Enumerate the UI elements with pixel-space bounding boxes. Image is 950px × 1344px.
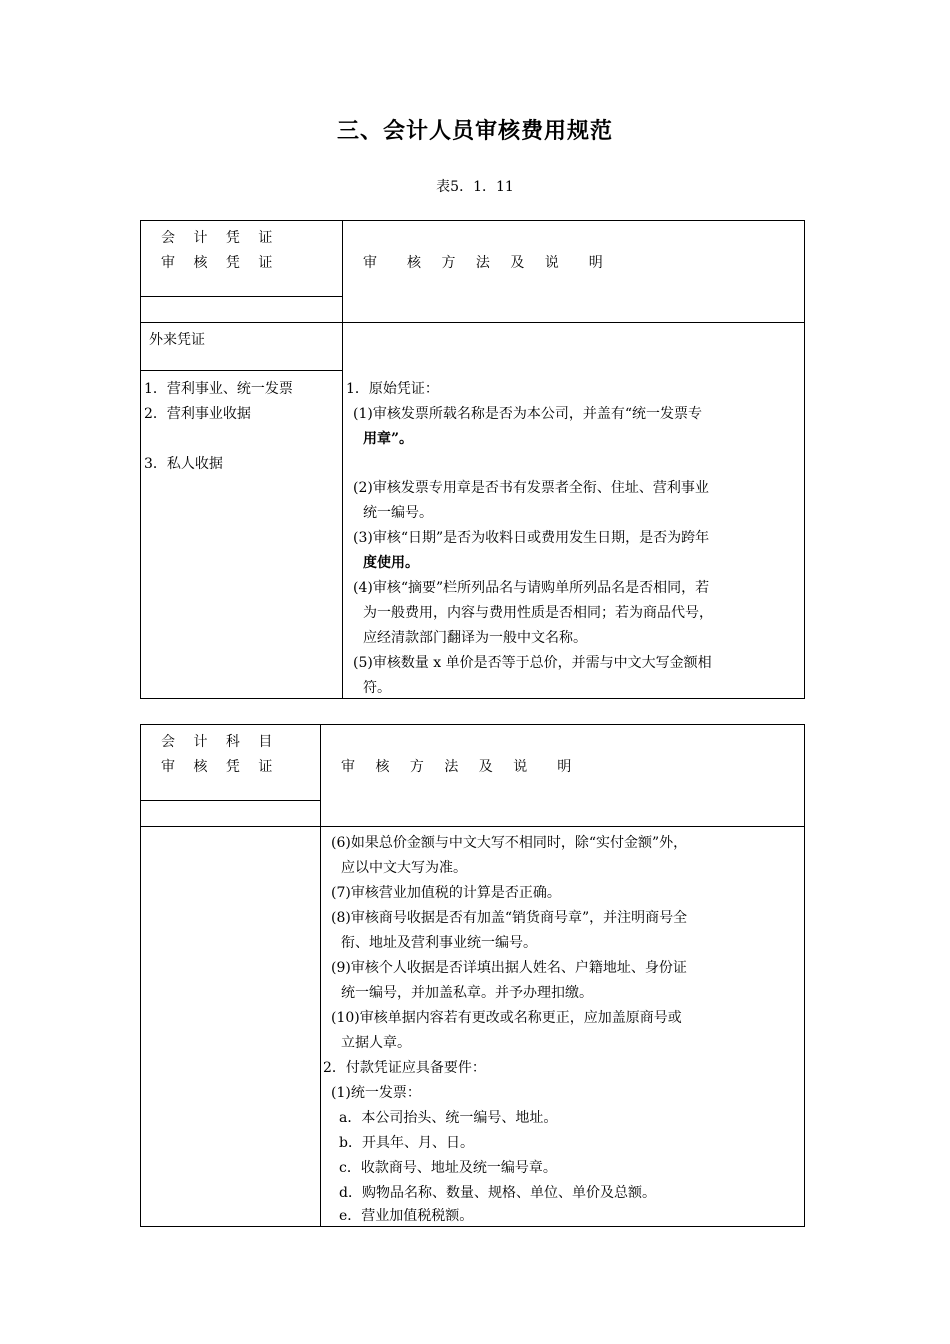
header-divider-left: [141, 296, 342, 297]
header-right: 审 核 方 法 及 说 明: [363, 255, 611, 271]
column-divider: [320, 725, 321, 1226]
right-line: d．购物品名称、数量、规格、单位、单价及总额。: [339, 1185, 656, 1201]
header-divider: [141, 322, 804, 323]
right-line: e．营业加值税税额。: [339, 1208, 474, 1224]
header-left-line2: 审 核 凭 证: [161, 255, 280, 271]
right-line: (4)审核“摘要”栏所列品名与请购单所列品名是否相同，若: [353, 580, 710, 596]
right-line: a．本公司抬头、统一编号、地址。: [339, 1110, 558, 1126]
right-line: (9)审核个人收据是否详填出据人姓名、户籍地址、身份证: [331, 960, 687, 976]
header-divider: [141, 826, 804, 827]
right-line: (1)审核发票所载名称是否为本公司，并盖有“统一发票专: [353, 406, 702, 422]
right-line: 应经清款部门翻译为一般中文名称。: [363, 630, 587, 646]
column-divider: [342, 221, 343, 698]
right-line: 应以中文大写为准。: [341, 860, 467, 876]
category-label: 外来凭证: [149, 332, 205, 348]
right-line: (2)审核发票专用章是否书有发票者全衔、住址、营利事业: [353, 480, 709, 496]
right-line: (6)如果总价金额与中文大写不相同时，除“实付金额”外，: [331, 835, 688, 851]
right-line: (3)审核“日期”是否为收料日或费用发生日期，是否为跨年: [353, 530, 710, 546]
right-line: 衔、地址及营利事业统一编号。: [341, 935, 537, 951]
right-line: 度使用。: [363, 555, 419, 571]
header-divider-left: [141, 800, 320, 801]
right-line: 为一般费用，内容与费用性质是否相同；若为商品代号，: [363, 605, 713, 621]
right-line: (10)审核单据内容若有更改或名称更正，应加盖原商号或: [331, 1010, 682, 1026]
audit-table-2: [140, 724, 805, 1227]
right-line: 立据人章。: [341, 1035, 411, 1051]
right-line: (7)审核营业加值税的计算是否正确。: [331, 885, 561, 901]
audit-table-1: [140, 220, 805, 699]
right-line: 统一编号。: [363, 505, 433, 521]
header-right: 审 核 方 法 及 说 明: [341, 759, 580, 775]
category-divider: [141, 370, 342, 371]
right-line: 2．付款凭证应具备要件：: [323, 1060, 486, 1076]
right-line: b．开具年、月、日。: [339, 1135, 474, 1151]
header-left-line1: 会 计 凭 证: [161, 230, 280, 246]
left-item: 3．私人收据: [144, 456, 223, 472]
right-line: (5)审核数量 x 单价是否等于总价，并需与中文大写金额相: [353, 655, 712, 671]
header-left-line2: 审 核 凭 证: [161, 759, 280, 775]
left-item: 2．营利事业收据: [144, 406, 251, 422]
left-item: 1．营利事业、统一发票: [144, 381, 293, 397]
right-line: 用章”。: [363, 431, 414, 447]
right-line: (1)统一发票：: [331, 1085, 421, 1101]
right-line: (8)审核商号收据是否有加盖“销货商号章”，并注明商号全: [331, 910, 688, 926]
right-line: 符。: [363, 680, 391, 696]
right-line: c．收款商号、地址及统一编号章。: [339, 1160, 557, 1176]
right-line: 1．原始凭证：: [346, 381, 439, 397]
table-caption: 表5．1．11: [436, 179, 514, 195]
right-line: 统一编号，并加盖私章。并予办理扣缴。: [341, 985, 593, 1001]
page-title: 三、会计人员审核费用规范: [336, 119, 613, 144]
header-left-line1: 会 计 科 目: [161, 734, 280, 750]
